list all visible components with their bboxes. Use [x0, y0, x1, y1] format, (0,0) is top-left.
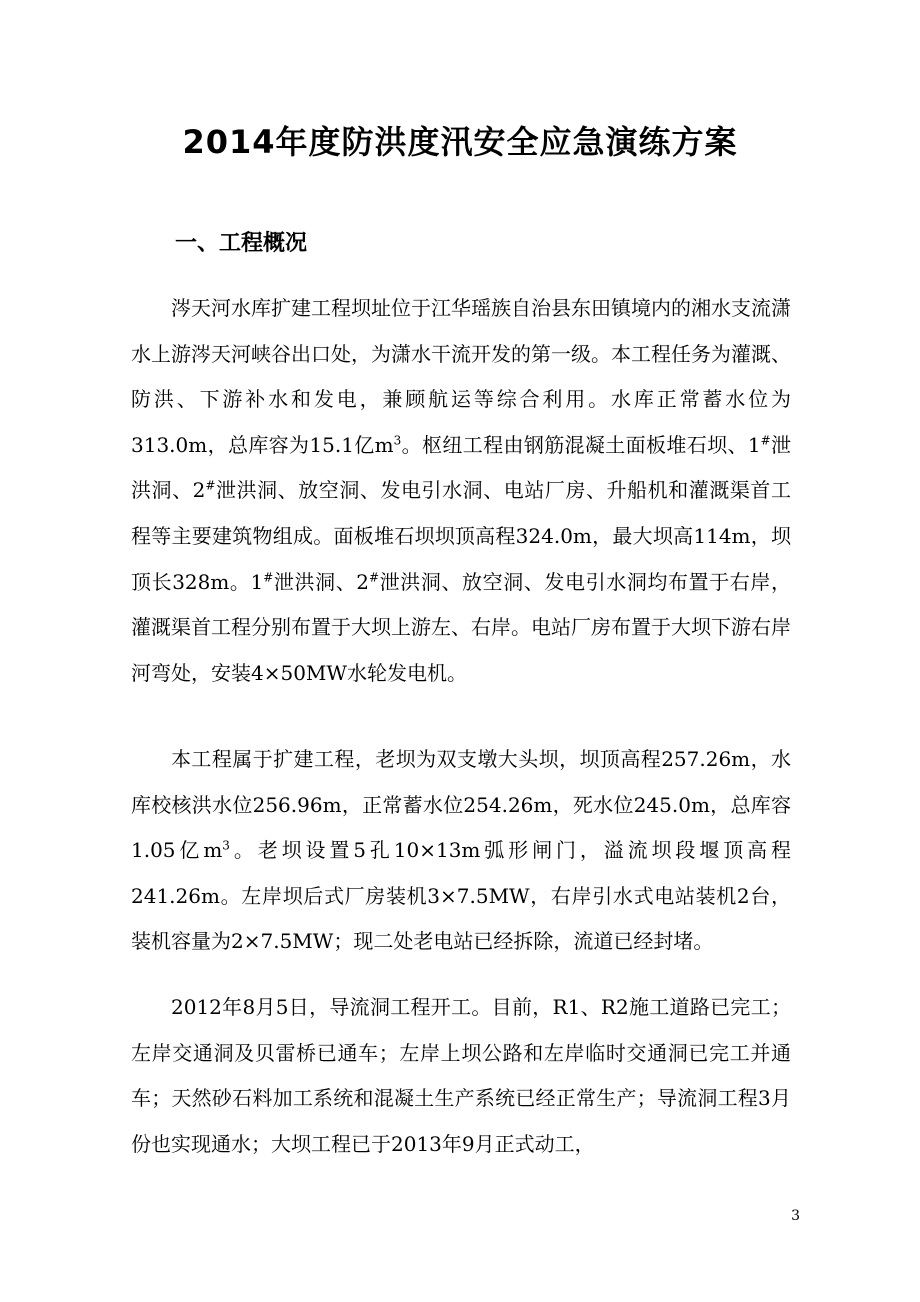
section-heading-project-overview: 一、工程概况 [175, 231, 308, 256]
paragraph-text: 泄洪洞、2 [273, 569, 370, 594]
superscript: # [205, 478, 216, 493]
paragraph-text: 。老坝设置5孔10×13m弧形闸门，溢流坝段堰顶高程241.26m。左岸坝后式厂房装机3×7.5MW，右岸引水式电站装机2台，装机容量为2×7.5MW；现二处老电站已经拆除，流道已经封堵。 [131, 838, 791, 954]
superscript: # [760, 433, 771, 448]
superscript: 3 [222, 838, 230, 853]
paragraph-old-dam [131, 737, 791, 965]
paragraph-text: 涔天河水库扩建工程坝址位于江华瑶族自治县东田镇境内的湘水支流潇水上游涔天河峡谷出口处，为潇水干流开发的第一级。本工程任务为灌溉、防洪、下游补水和发电，兼顾航运等综合利用。水库正常蓄水位为313.0m，总库容为15.1亿m [131, 296, 791, 457]
paragraph-text: 泄洪洞、放空洞、发电引水洞、电站厂房、升船机和灌溉渠首工程等主要建筑物组成。面板堆石坝坝顶高程324.0m，最大坝高114m，坝顶长328m。1 [131, 478, 791, 594]
superscript: 3 [393, 433, 402, 448]
paragraph-text: 泄洪洞、放空洞、发电引水洞均布置于右岸，灌溉渠首工程分别布置于大坝上游左、右岸。电站厂房布置于大坝下游右岸河弯处，安装4×50MW水轮发电机。 [131, 569, 791, 685]
superscript: # [369, 569, 380, 584]
page-number: 3 [791, 1208, 800, 1224]
paragraph-text: 泄洪洞、2 [131, 432, 792, 503]
paragraph-text: 。枢纽工程由钢筋混凝土面板堆石坝、1 [401, 432, 761, 457]
document-title: 2014年度防洪度汛安全应急演练方案 [182, 123, 738, 161]
superscript: # [263, 569, 274, 584]
paragraph-project-location [131, 286, 791, 696]
paragraph-text: 本工程属于扩建工程，老坝为双支墩大头坝，坝顶高程257.26m，水库校核洪水位256.96m，正常蓄水位254.26m，死水位245.0m，总库容1.05亿m [131, 747, 791, 863]
paragraph-construction-progress: 2012年8月5日，导流洞工程开工。目前，R1、R2施工道路已完工；左岸交通洞及贝雷桥已通车；左岸上坝公路和左岸临时交通洞已完工并通车；天然砂石料加工系统和混凝土生产系统已经正常生产；导流洞工程3月份也实现通水；大坝工程已于2013年9月正式动工， [131, 995, 791, 1156]
